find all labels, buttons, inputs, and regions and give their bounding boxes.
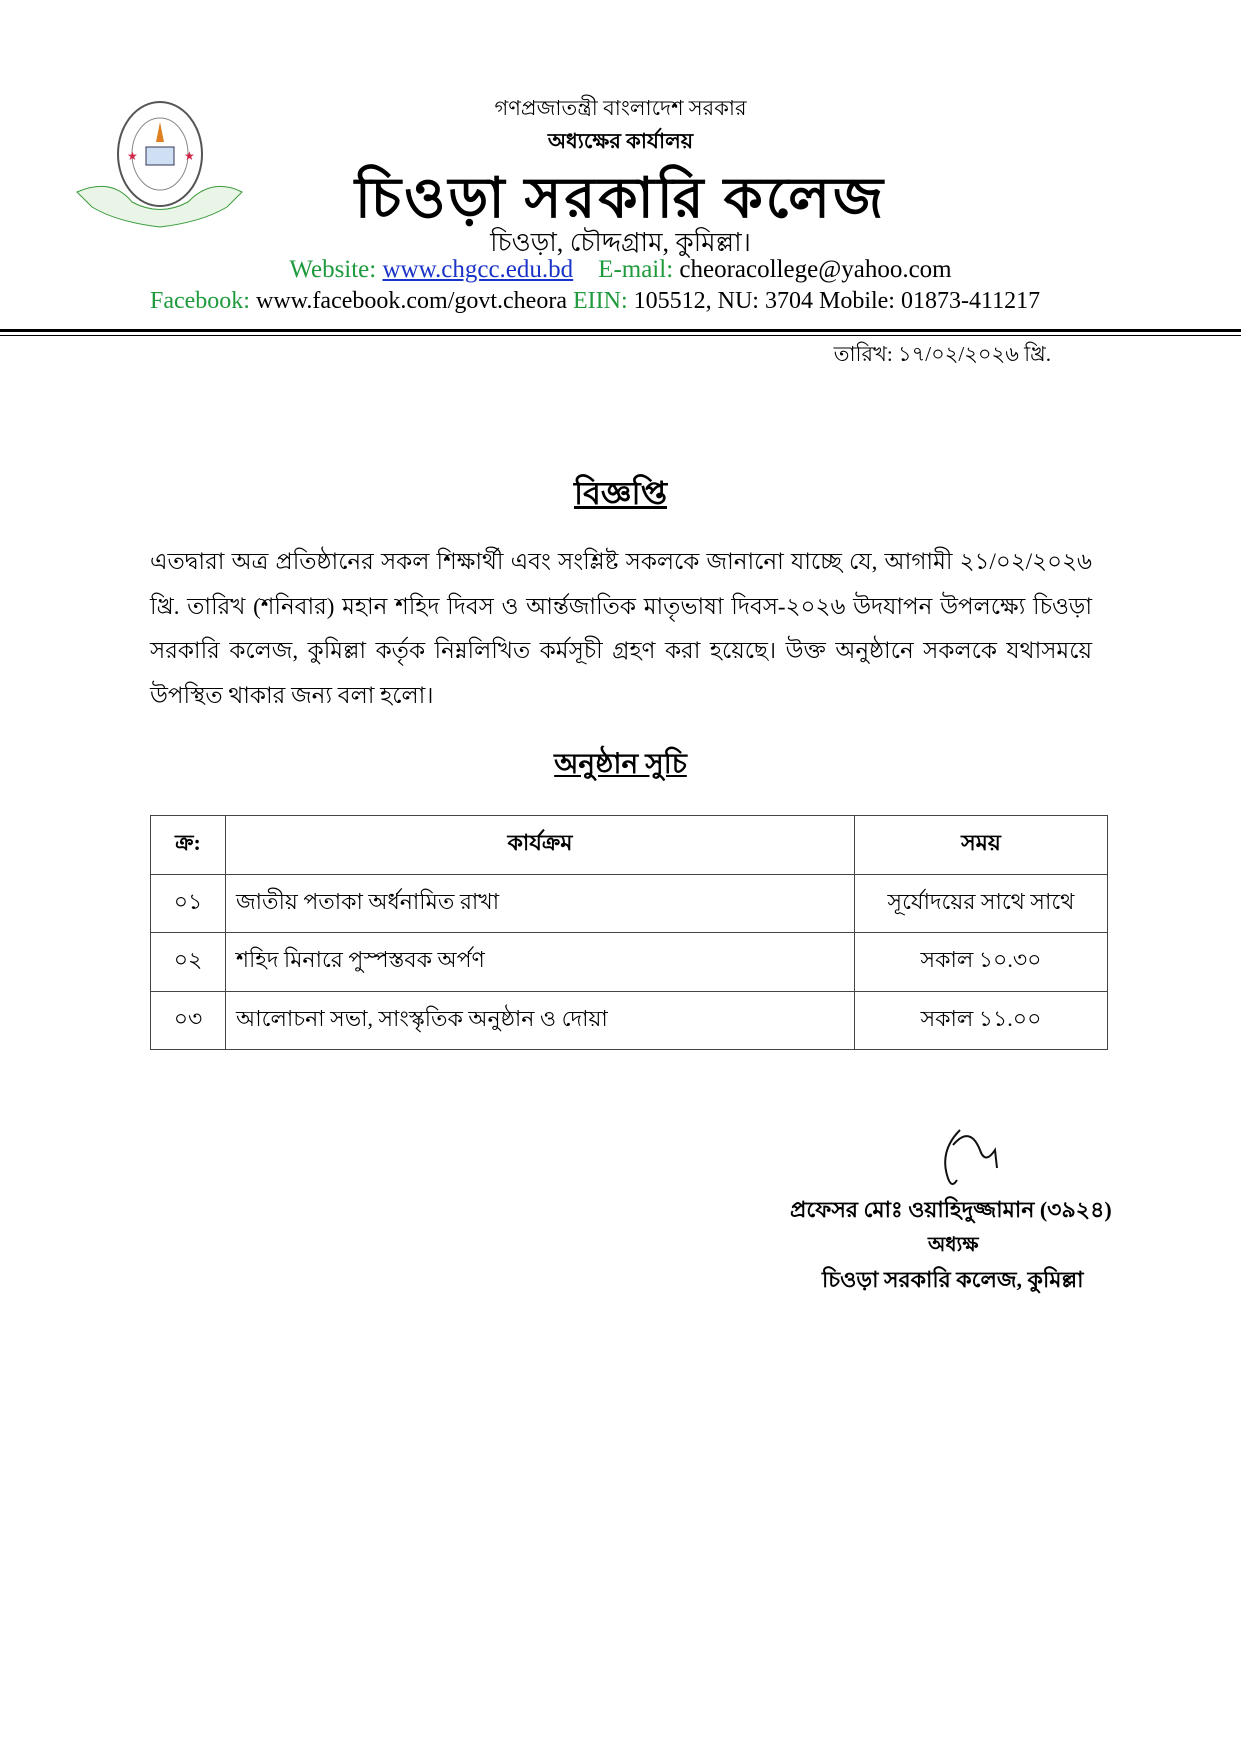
activity: আলোচনা সভা, সাংস্কৃতিক অনুষ্ঠান ও দোয়া <box>226 991 855 1050</box>
notice-body: এতদ্বারা অত্র প্রতিষ্ঠানের সকল শিক্ষার্থী এবং সংশ্লিষ্ট সকলকে জানানো যাচ্ছে যে, আগামী ২১/০২/২০২৬ খ্রি. তারিখ (শনিবার) মহান শহিদ দিবস ও আর্ন্তজাতিক মাতৃভাষা দিবস-২০২৬ উদযাপন উপলক্ষ্যে চিওড়া সরকারি কলেজ, কুমিল্লা কর্তৃক নিম্নলিখিত কর্মসূচী গ্রহণ করা হয়েছে। উক্ত অনুষ্ঠানে সকলকে যথাসময়ে উপস্থিত থাকার জন্য বলা হলো। <box>150 549 1092 708</box>
signatory-name: প্রফেসর মোঃ ওয়াহিদুজ্জামান (৩৯২৪) <box>790 1197 1112 1222</box>
schedule-table <box>150 815 1108 1050</box>
time: সকাল ১০.৩০ <box>855 933 1108 992</box>
email-label: E-mail: <box>598 256 674 283</box>
government-line: গণপ্রজাতন্ত্রী বাংলাদেশ সরকার <box>494 96 747 120</box>
header-divider-thin <box>0 335 1241 336</box>
contact-line <box>0 256 1241 284</box>
eiin-info: 105512, NU: 3704 Mobile: 01873-411217 <box>633 288 1041 314</box>
col-time: সময় <box>855 816 1108 875</box>
facebook-label: Facebook: <box>150 288 250 314</box>
header-divider <box>0 329 1241 332</box>
website-link[interactable]: www.chgcc.edu.bd <box>382 256 574 283</box>
notice-date: তারিখ: ১৭/০২/২০২৬ খ্রি. <box>833 342 1051 366</box>
serial: ০২ <box>151 933 226 992</box>
activity: জাতীয় পতাকা অর্ধনামিত রাখা <box>226 874 855 933</box>
time: সূর্যোদয়ের সাথে সাথে <box>855 874 1108 933</box>
svg-text:★: ★ <box>184 149 195 163</box>
svg-text:★: ★ <box>127 149 138 163</box>
facebook-line <box>150 288 1040 315</box>
signatory-college: চিওড়া সরকারি কলেজ, কুমিল্লা <box>822 1267 1084 1292</box>
college-address: চিওড়া, চৌদ্দগ্রাম, কুমিল্লা। <box>490 228 751 257</box>
eiin-label: EIIN: <box>572 288 628 314</box>
table-header-row <box>151 816 1108 875</box>
col-serial: ক্র: <box>151 816 226 875</box>
activity: শহিদ মিনারে পুস্পস্তবক অর্পণ <box>226 933 855 992</box>
notice-title: বিজ্ঞপ্তি <box>573 475 668 511</box>
serial: ০৩ <box>151 991 226 1050</box>
signatory-title: অধ্যক্ষ <box>928 1234 979 1256</box>
table-row <box>151 991 1108 1050</box>
signature-image <box>935 1120 1015 1195</box>
time: সকাল ১১.০০ <box>855 991 1108 1050</box>
website-label: Website: <box>289 256 377 283</box>
table-row <box>151 933 1108 992</box>
table-row <box>151 874 1108 933</box>
schedule-title: অনুষ্ঠান সুচি <box>554 749 687 780</box>
col-activity: কার্যক্রম <box>226 816 855 875</box>
office-line: অধ্যক্ষের কার্যালয় <box>547 129 694 153</box>
facebook-url: www.facebook.com/govt.cheora <box>255 288 567 314</box>
email: cheoracollege@yahoo.com <box>679 256 952 283</box>
serial: ০১ <box>151 874 226 933</box>
college-name: চিওড়া সরকারি কলেজ <box>354 168 887 230</box>
